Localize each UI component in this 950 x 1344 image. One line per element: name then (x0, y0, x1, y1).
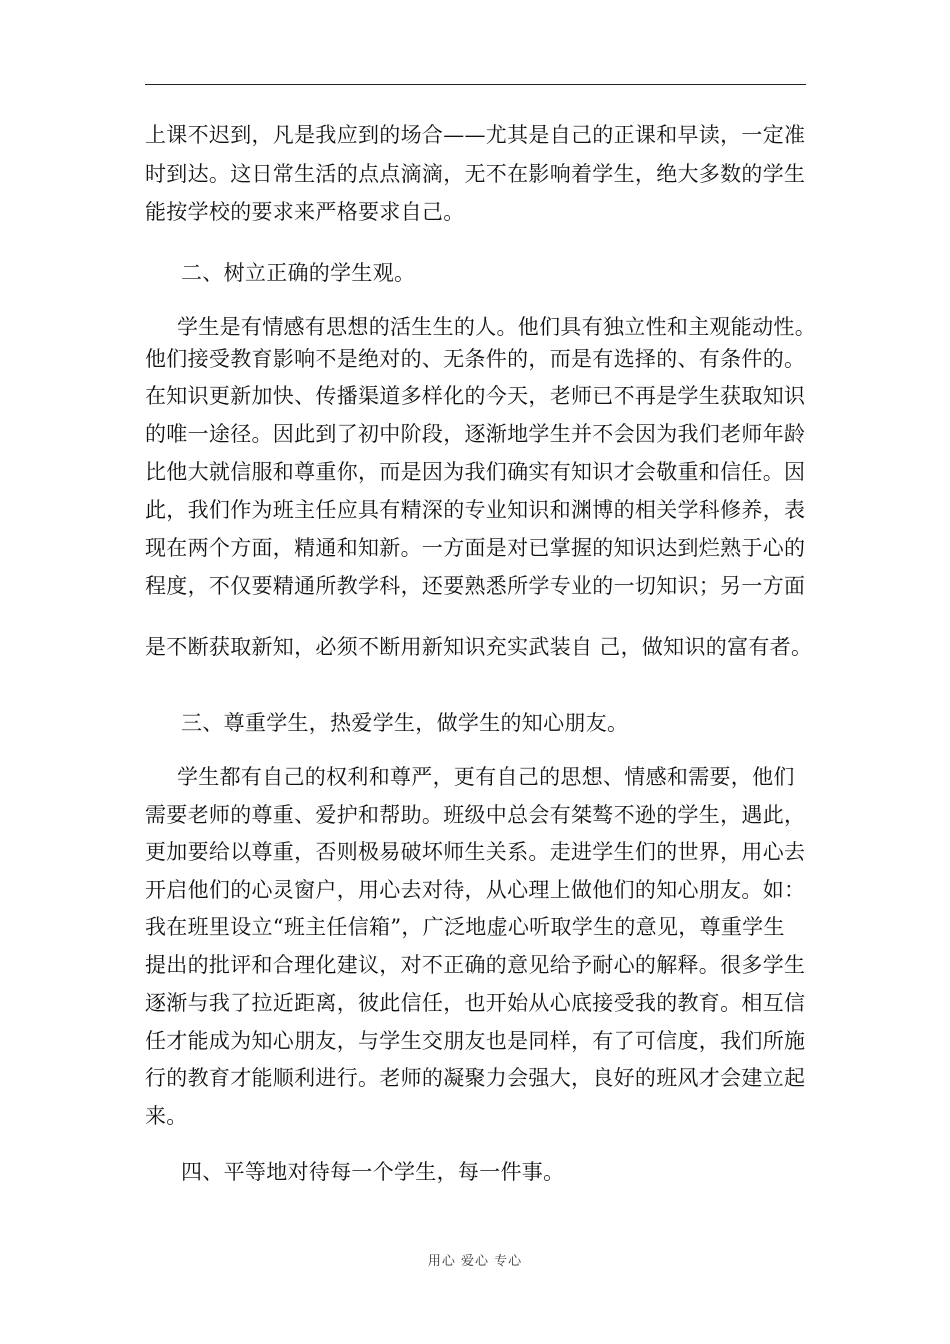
text-line: 能按学校的要求来严格要求自己。 (145, 200, 465, 224)
text-line: 任才能成为知心朋友，与学生交朋友也是同样，有了可信度，我们所施 (145, 1029, 806, 1053)
text-line: 我在班里设立“班主任信箱”，广泛地虚心听取学生的意见，尊重学生 (145, 915, 785, 939)
page-footer: 用心 爱心 专心 (427, 1254, 523, 1269)
text-line: 学生是有情感有思想的活生生的人。他们具有独立性和主观能动性。 (177, 315, 816, 339)
text-line: 开启他们的心灵窗户，用心去对待，从心理上做他们的知心朋友。如： (145, 878, 806, 902)
header-rule (145, 84, 806, 85)
text-line: 此，我们作为班主任应具有精深的专业知识和渊博的相关学科修养，表 (145, 498, 806, 522)
text-line: 来。 (145, 1104, 188, 1128)
text-line: 现在两个方面，精通和知新。一方面是对已掌握的知识达到烂熟于心的 (145, 536, 806, 560)
section-heading: 四、平等地对待每一个学生，每一件事。 (181, 1160, 565, 1184)
text-line: 时到达。这日常生活的点点滴滴，无不在影响着学生，绝大多数的学生 (145, 162, 806, 186)
text-line: 更加要给以尊重，否则极易破坏师生关系。走进学生们的世界，用心去 (145, 840, 806, 864)
text-line: 需要老师的尊重、爱护和帮助。班级中总会有桀骜不逊的学生，遇此， (145, 803, 806, 827)
text-line: 程度，不仅要精通所教学科，还要熟悉所学专业的一切知识；另一方面 (145, 574, 806, 598)
section-heading: 三、尊重学生，热爱学生，做学生的知心朋友。 (181, 711, 629, 735)
text-line: 是不断获取新知，必须不断用新知识充实武装自 己，做知识的富有者。 (145, 635, 813, 659)
text-line: 上课不迟到，凡是我应到的场合——尤其是自己的正课和早读，一定准 (145, 123, 806, 147)
text-line: 提出的批评和合理化建议，对不正确的意见给予耐心的解释。很多学生 (145, 953, 806, 977)
text-line: 比他大就信服和尊重你，而是因为我们确实有知识才会敬重和信任。因 (145, 460, 806, 484)
text-line: 在知识更新加快、传播渠道多样化的今天，老师已不再是学生获取知识 (145, 384, 806, 408)
text-line: 学生都有自己的权利和尊严，更有自己的思想、情感和需要，他们 (177, 765, 795, 789)
text-line: 他们接受教育影响不是绝对的、无条件的，而是有选择的、有条件的。 (145, 347, 806, 371)
text-line: 逐渐与我了拉近距离，彼此信任，也开始从心底接受我的教育。相互信 (145, 991, 806, 1015)
text-line: 的唯一途径。因此到了初中阶段，逐渐地学生并不会因为我们老师年龄 (145, 422, 806, 446)
text-line: 行的教育才能顺利进行。老师的凝聚力会强大，良好的班风才会建立起 (145, 1066, 806, 1090)
section-heading: 二、树立正确的学生观。 (181, 261, 416, 285)
